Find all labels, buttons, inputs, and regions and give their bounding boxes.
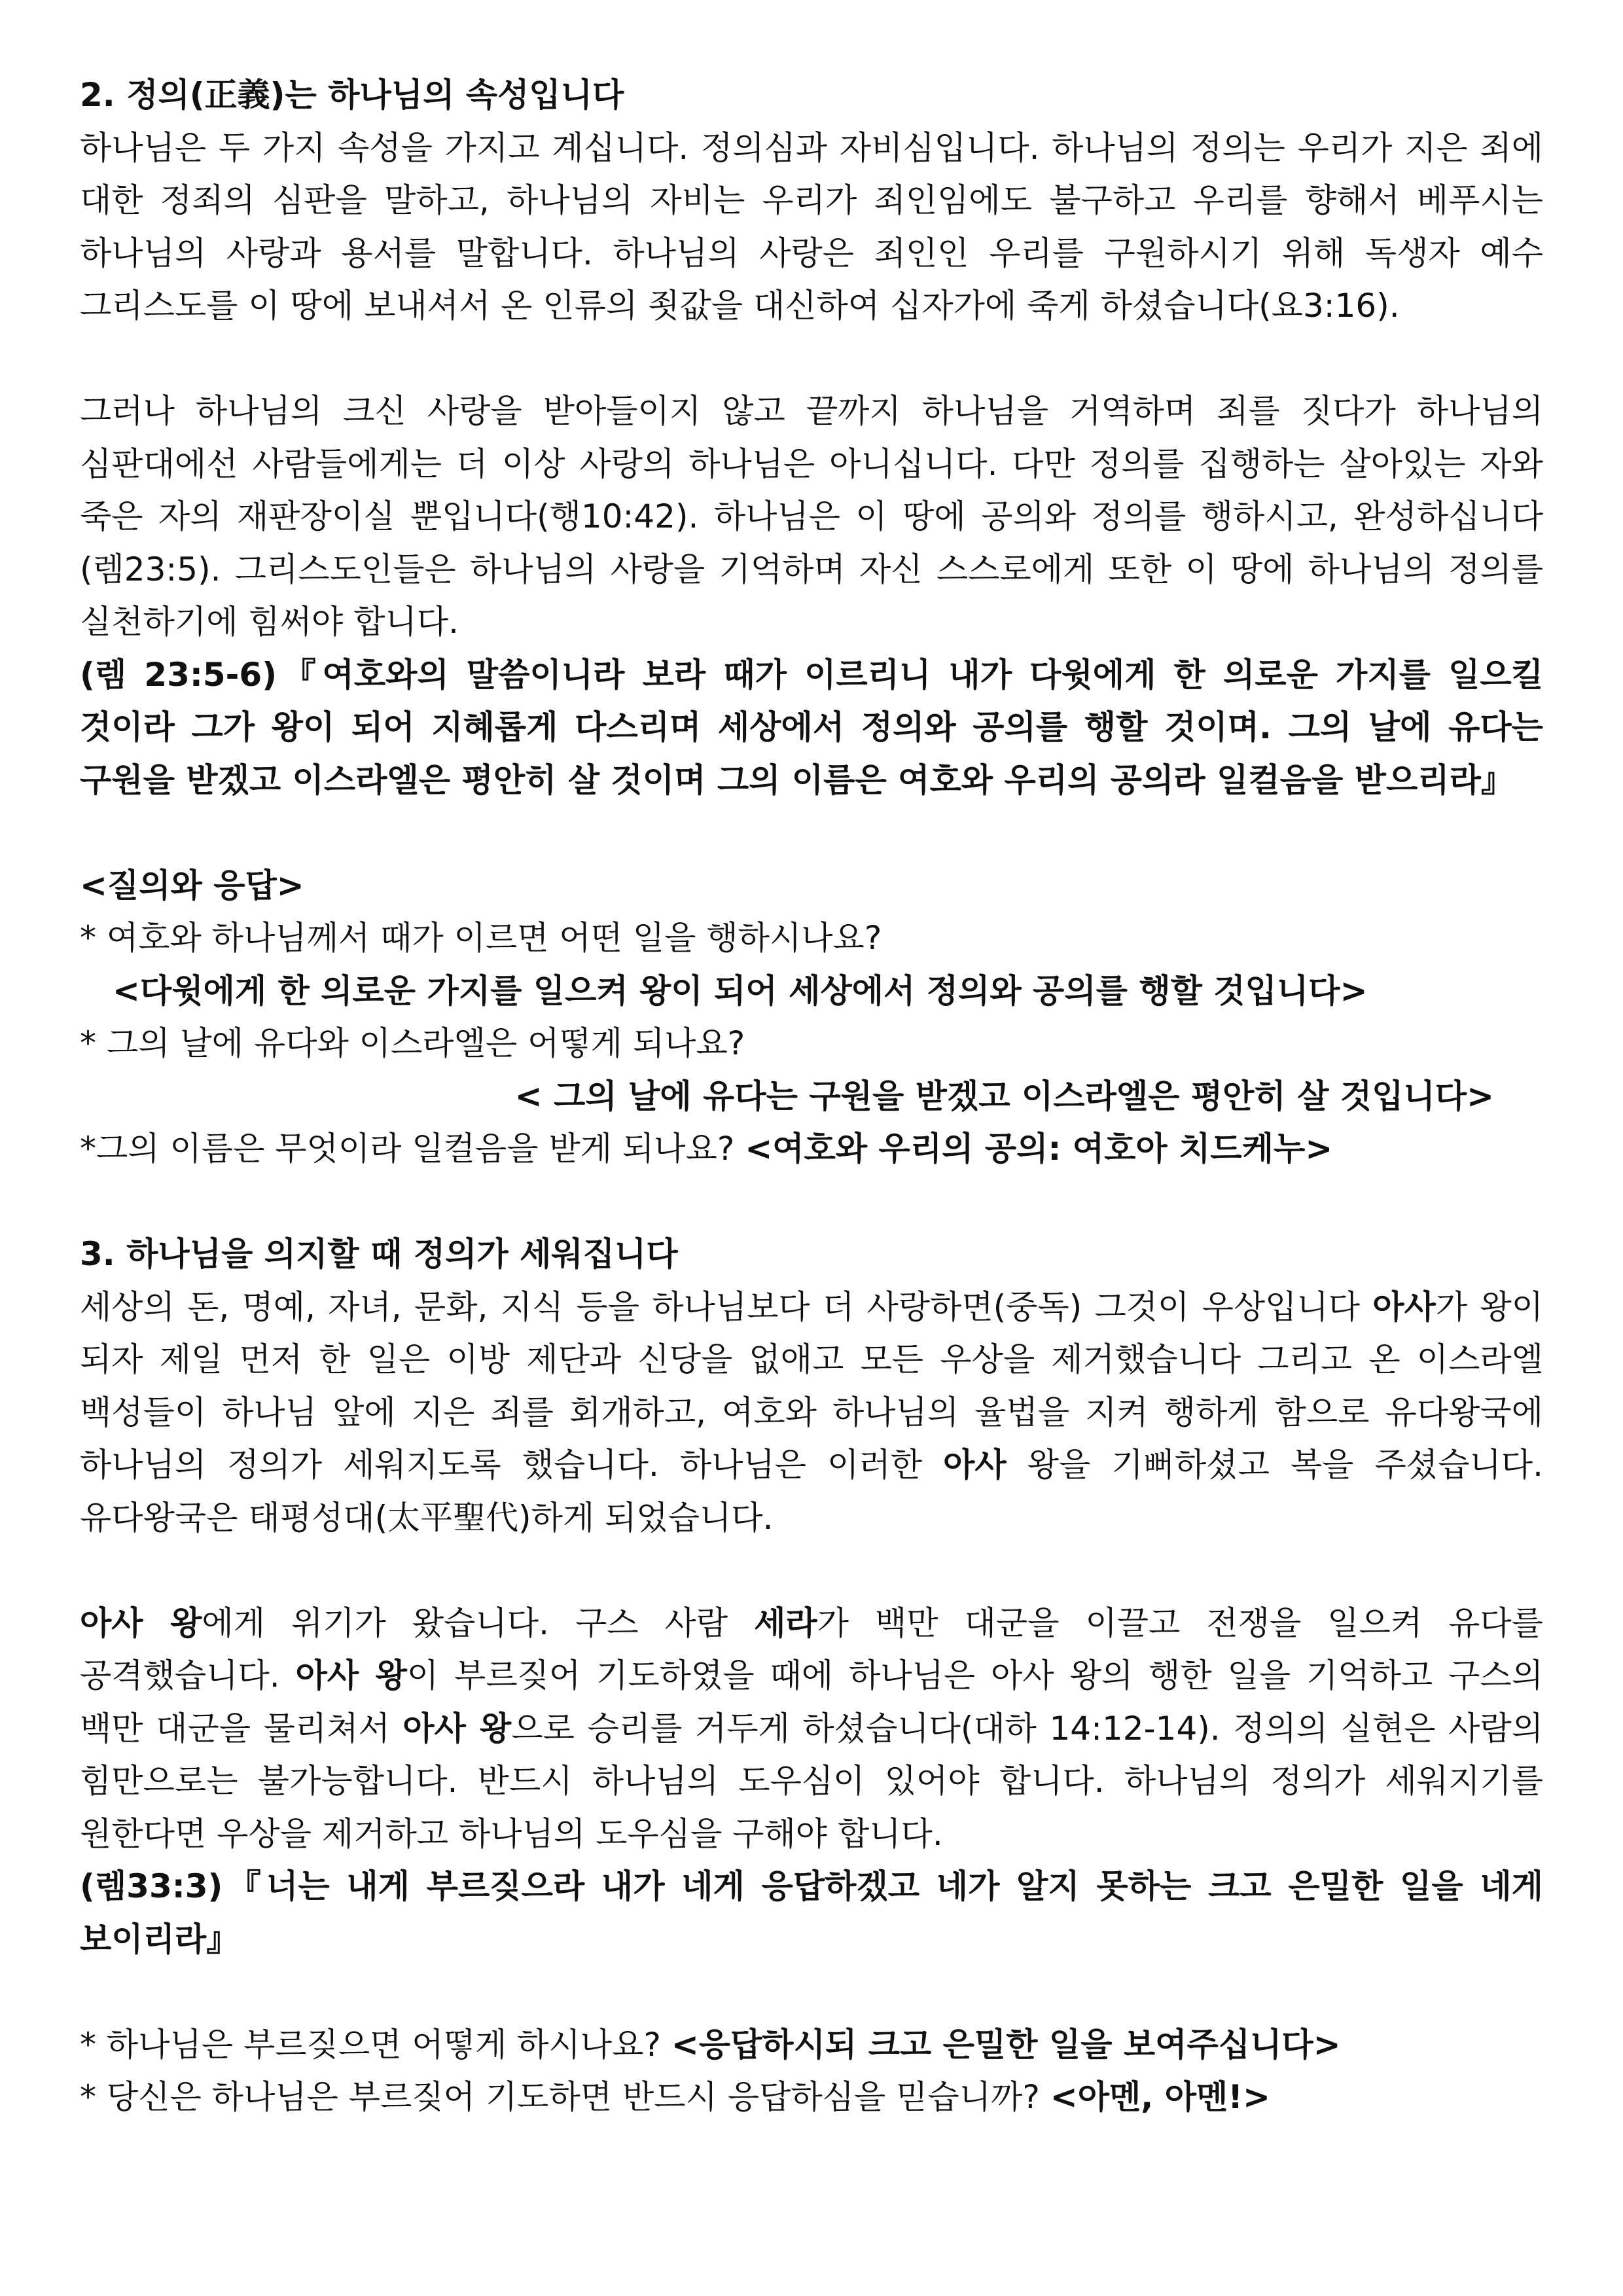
text-run: 가 왕이 되자 제일 먼저 한 일은 이방 제단과 신당을 없애고 모든 우상을 제거했습니다 그리고 온 이스라엘 백성들이 하나님 앞에 지은 죄를 회개하고, 여호와 하나님의 율법을 지켜 행하게 함으로 유다왕국에 하나님의 정의가 세워지도록 했습니다. 하나님은 이러한 (80, 1287, 1543, 1484)
qa2-question-2-line (80, 2071, 1543, 2124)
text-run: 왕을 기뻐하셨고 복을 주셨습니다. 유다왕국은 태평성대(太平聖代)하게 되었습니다. (80, 1446, 1543, 1537)
qa2-question-1-line (80, 2018, 1543, 2072)
text-run: 이 부르짖어 기도하였을 때에 하나님은 아사 왕의 행한 일을 기억하고 구스의 백만 대군을 물리쳐서 (80, 1657, 1543, 1748)
qa-question-1: * 여호와 하나님께서 때가 이르면 어떤 일을 행하시나요? (80, 919, 882, 957)
spacer (80, 1544, 1543, 1597)
section-2-paragraph-1: 하나님은 두 가지 속성을 가지고 계십니다. 정의심과 자비심입니다. 하나님의 정의는 우리가 지은 죄에 대한 정죄의 심판을 말하고, 하나님의 자비는 우리가 죄인임에도 불구하고 우리를 향해서 베푸시는 하나님의 사랑과 용서를 말합니다. 하나님의 사랑은 죄인인 우리를 구원하시기 위해 독생자 예수 그리스도를 이 땅에 보내셔서 온 인류의 죗값을 대신하여 십자가에 죽게 하셨습니다(요3:16). (80, 128, 1543, 325)
spacer (80, 332, 1543, 386)
section-2-paragraph-2: 그러나 하나님의 크신 사랑을 받아들이지 않고 끝까지 하나님을 거역하며 죄를 짓다가 하나님의 심판대에선 사람들에게는 더 이상 사랑의 하나님은 아니십니다. 다만 정의를 집행하는 살아있는 자와 죽은 자의 재판장이실 뿐입니다(행10:42). 하나님은 이 땅에 공의와 정의를 행하시고, 완성하십니다(렘23:5). 그리스도인들은 하나님의 사랑을 기억하며 자신 스스로에게 또한 이 땅에 하나님의 정의를 실천하기에 힘써야 합니다. (80, 392, 1543, 641)
emphasis-king-asa: 아사 왕 (402, 1709, 512, 1748)
text-run: 으로 승리를 거두게 하셨습니다(대하 14:12-14). 정의의 실현은 사람의 힘만으로는 불가능합니다. 반드시 하나님의 도우심이 있어야 합니다. 하나님의 정의가 세워지기를 원한다면 우상을 제거하고 하나님의 도우심을 구해야 합니다. (80, 1709, 1543, 1853)
qa2-answer-1: <응답하시되 크고 은밀한 일을 보여주십니다> (671, 2025, 1341, 2064)
qa-question-3: *그의 이름은 무엇이라 일컬음을 받게 되나요? (80, 1130, 745, 1168)
spacer (80, 1175, 1543, 1229)
emphasis-king-asa: 아사 왕 (295, 1657, 407, 1695)
section-3-paragraph-1 (80, 1281, 1543, 1545)
qa-question-3-line (80, 1122, 1543, 1175)
text-run: 가 백만 대군을 이끌고 전쟁을 일으켜 유다를 공격했습니다. (80, 1604, 1544, 1695)
spacer (80, 806, 1543, 859)
section-3-paragraph-2 (80, 1597, 1543, 1861)
section-3-scripture-verse: (렘33:3)『너는 내게 부르짖으라 내가 네게 응답하겠고 네가 알지 못하는 크고 은밀한 일을 네게 보이리라』 (80, 1867, 1543, 1958)
qa-title: <질의와 응답> (80, 866, 304, 905)
qa-answer-2: < 그의 날에 유다는 구원을 받겠고 이스라엘은 평안히 살 것입니다> (514, 1077, 1494, 1115)
emphasis-asa: 아사 (943, 1446, 1007, 1484)
section-3-heading: 3. 하나님을 의지할 때 정의가 세워집니다 (80, 1235, 678, 1273)
emphasis-zerah: 세라 (754, 1604, 817, 1642)
qa-answer-3: <여호와 우리의 공의: 여호아 치드케누> (745, 1130, 1333, 1168)
document-body (80, 69, 1543, 2124)
qa2-question-2: * 당신은 하나님은 부르짖어 기도하면 반드시 응답하심을 믿습니까? (80, 2078, 1050, 2116)
text-run: 에게 위기가 왔습니다. 구스 사람 (202, 1604, 755, 1642)
emphasis-king-asa: 아사 왕 (80, 1604, 202, 1642)
section-2-heading: 2. 정의(正義)는 하나님의 속성입니다 (80, 76, 624, 114)
qa-question-2: * 그의 날에 유다와 이스라엘은 어떻게 되나요? (80, 1024, 745, 1062)
qa2-answer-2: <아멘, 아멘!> (1050, 2078, 1270, 2116)
section-2-scripture-verse: (렘 23:5-6)『여호와의 말씀이니라 보라 때가 이르리니 내가 다윗에게 한 의로운 가지를 일으킬 것이라 그가 왕이 되어 지혜롭게 다스리며 세상에서 정의와 공의를 행할 것이며. 그의 날에 유다는 구원을 받겠고 이스라엘은 평안히 살 것이며 그의 이름은 여호와 우리의 공의라 일컬음을 받으리라』 (80, 655, 1543, 799)
spacer (80, 1965, 1543, 2018)
emphasis-asa: 아사 (1372, 1287, 1436, 1326)
qa2-question-1: * 하나님은 부르짖으면 어떻게 하시나요? (80, 2025, 671, 2064)
text-run: 세상의 돈, 명예, 자녀, 문화, 지식 등을 하나님보다 더 사랑하면(중독) 그것이 우상입니다 (80, 1287, 1373, 1326)
qa-answer-1: <다윗에게 한 의로운 가지를 일으켜 왕이 되어 세상에서 정의와 공의를 행할 것입니다> (113, 971, 1368, 1010)
